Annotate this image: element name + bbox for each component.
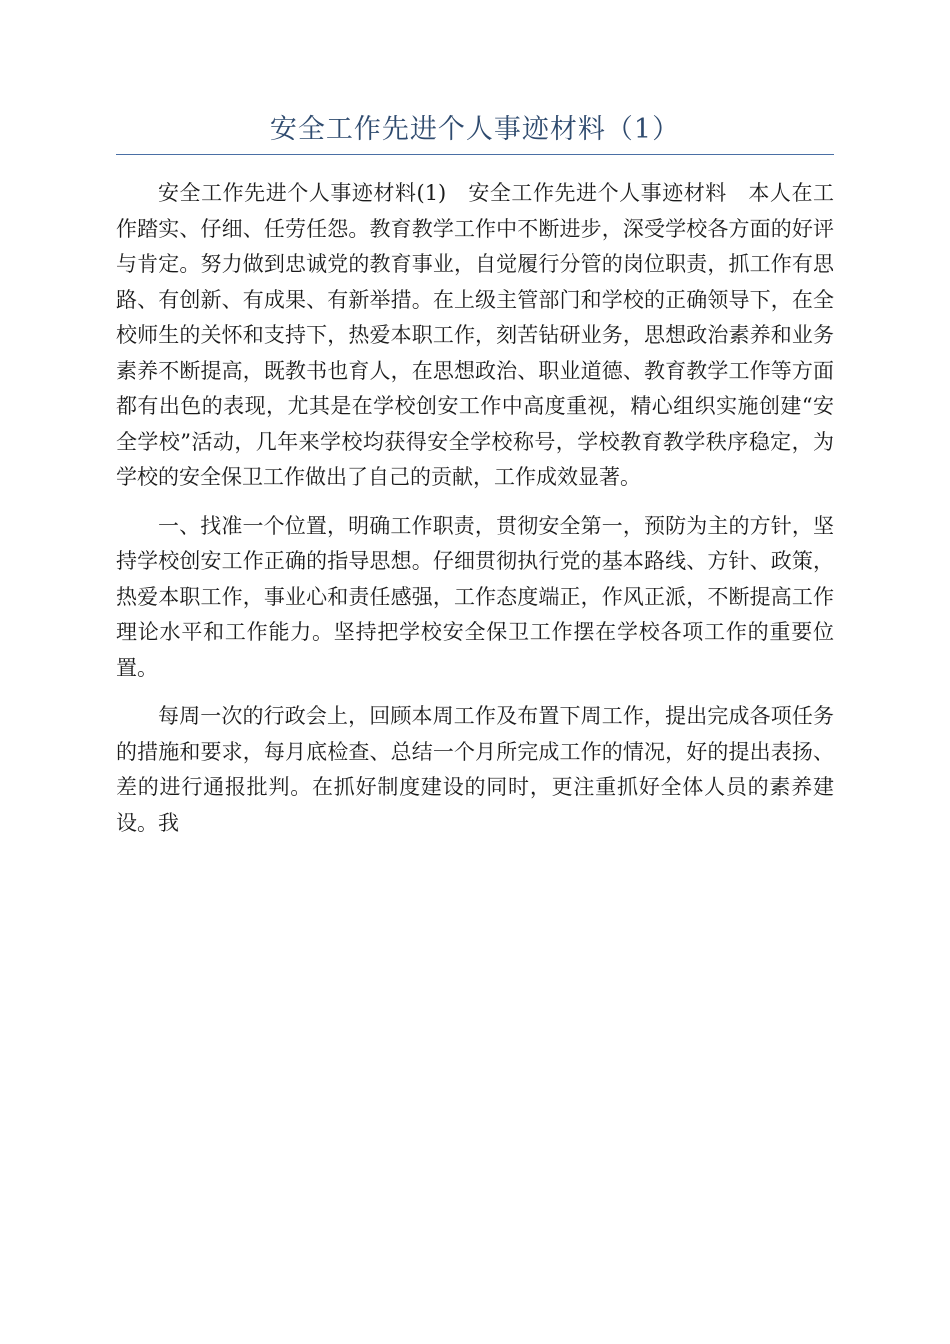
title-underline bbox=[116, 154, 834, 155]
paragraph-1: 安全工作先进个人事迹材料(1) 安全工作先进个人事迹材料 本人在工作踏实、仔细、任劳任怨。教育教学工作中不断进步，深受学校各方面的好评与肯定。努力做到忠诚党的教育事业，自觉履行分管的岗位职责，抓工作有思路、有创新、有成果、有新举措。在上级主管部门和学校的正确领导下，在全校师生的关怀和支持下，热爱本职工作，刻苦钻研业务，思想政治素养和业务素养不断提高，既教书也育人，在思想政治、职业道德、教育教学工作等方面都有出色的表现，尤其是在学校创安工作中高度重视，精心组织实施创建“安全学校”活动，几年来学校均获得安全学校称号，学校教育教学秩序稳定，为学校的安全保卫工作做出了自己的贡献，工作成效显著。 bbox=[116, 181, 834, 489]
document-body bbox=[116, 176, 834, 854]
paragraph-3: 每周一次的行政会上，回顾本周工作及布置下周工作，提出完成各项任务的措施和要求，每月底检查、总结一个月所完成工作的情况，好的提出表扬、差的进行通报批判。在抓好制度建设的同时，更注重抓好全体人员的素养建设。我 bbox=[116, 704, 834, 835]
paragraph-2: 一、找准一个位置，明确工作职责，贯彻安全第一，预防为主的方针，坚持学校创安工作正确的指导思想。仔细贯彻执行党的基本路线、方针、政策，热爱本职工作，事业心和责任感强，工作态度端正，作风正派，不断提高工作理论水平和工作能力。坚持把学校安全保卫工作摆在学校各项工作的重要位置。 bbox=[116, 513, 834, 680]
page-title: 安全工作先进个人事迹材料（1） bbox=[269, 114, 681, 145]
